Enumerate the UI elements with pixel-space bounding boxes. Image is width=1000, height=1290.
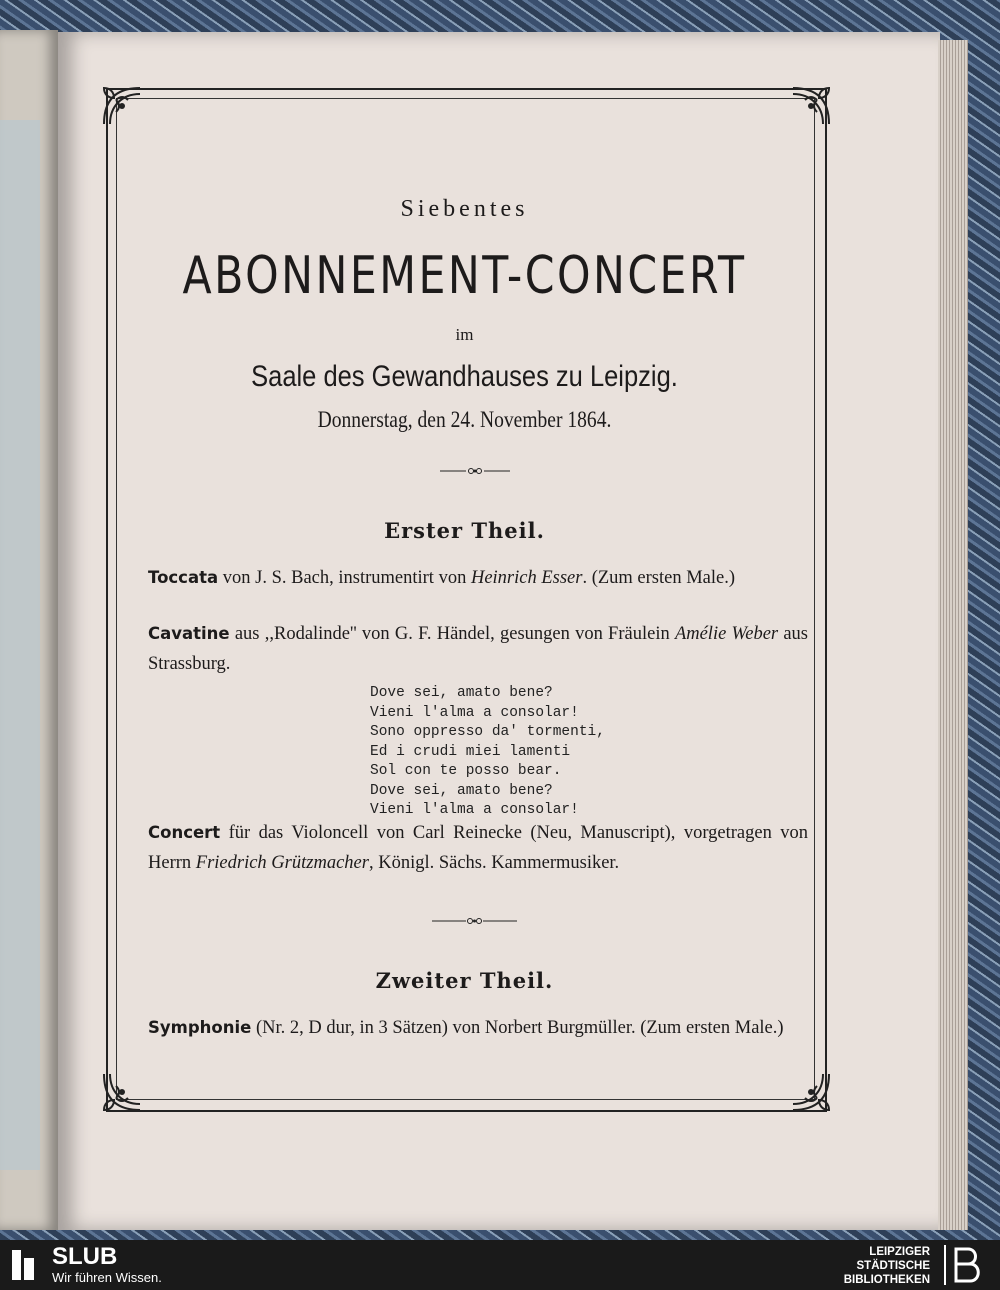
- concert-date: Donnerstag, den 24. November 1864.: [317, 407, 612, 432]
- program-item-label: Toccata: [148, 568, 219, 587]
- slub-brand: SLUB: [52, 1243, 118, 1270]
- program-item-label: Symphonie: [148, 1018, 252, 1037]
- corner-ornament-icon: [785, 80, 837, 132]
- corner-ornament-icon: [785, 1066, 837, 1118]
- performer-name: Amélie Weber: [674, 624, 779, 644]
- library-name: LEIPZIGER STÄDTISCHE BIBLIOTHEKEN: [843, 1246, 930, 1286]
- performer-name: Heinrich Esser: [470, 568, 583, 588]
- program-item-symphonie: Symphonie (Nr. 2, D dur, in 3 Sätzen) von Norbert Burgmüller. (Zum ersten Male.): [148, 1018, 784, 1038]
- program-item-concert: Concert für das Violoncell von Carl Reinecke (Neu, Manuscript), vorgetragen von Herrn Friedrich Grützmacher, Königl. Sächs. Kammermusiker.: [148, 823, 808, 873]
- program-item-cavatine: Cavatine aus ,,Rodalinde'' von G. F. Händel, gesungen von Fräulein Amélie Weber aus Strassburg.: [148, 624, 808, 674]
- venue: Saale des Gewandhauses zu Leipzig.: [251, 360, 678, 393]
- preposition: im: [455, 325, 474, 344]
- slub-logo-icon: [12, 1250, 34, 1280]
- divider-ornament-icon: [432, 915, 517, 927]
- program-item-toccata: Toccata von J. S. Bach, instrumentirt von Heinrich Esser. (Zum ersten Male.): [148, 568, 736, 588]
- corner-ornament-icon: [96, 80, 148, 132]
- page-edges: [938, 40, 968, 1230]
- section-heading-part1: Erster Theil.: [384, 518, 545, 543]
- aria-verse: Dove sei, amato bene? Vieni l'alma a consolar! Sono oppresso da' tormenti, Ed i crudi miei lamenti Sol con te posso bear. Dove sei, amato bene? Vieni l'alma a consolar!: [370, 685, 605, 818]
- program-item-label: Concert: [148, 823, 221, 842]
- slub-slogan: Wir führen Wissen.: [52, 1270, 162, 1285]
- corner-ornament-icon: [96, 1066, 148, 1118]
- divider-ornament-icon: [440, 465, 510, 477]
- performer-name: Friedrich Grützmacher: [195, 853, 369, 873]
- program-item-label: Cavatine: [148, 624, 230, 643]
- page-title: ABONNEMENT-CONCERT: [182, 246, 747, 306]
- concert-number: Siebentes: [400, 196, 529, 222]
- section-heading-part2: Zweiter Theil.: [375, 968, 554, 993]
- library-logo-icon: [944, 1245, 986, 1285]
- left-page-edge: [0, 30, 58, 1230]
- viewer-footer: [0, 1240, 1000, 1290]
